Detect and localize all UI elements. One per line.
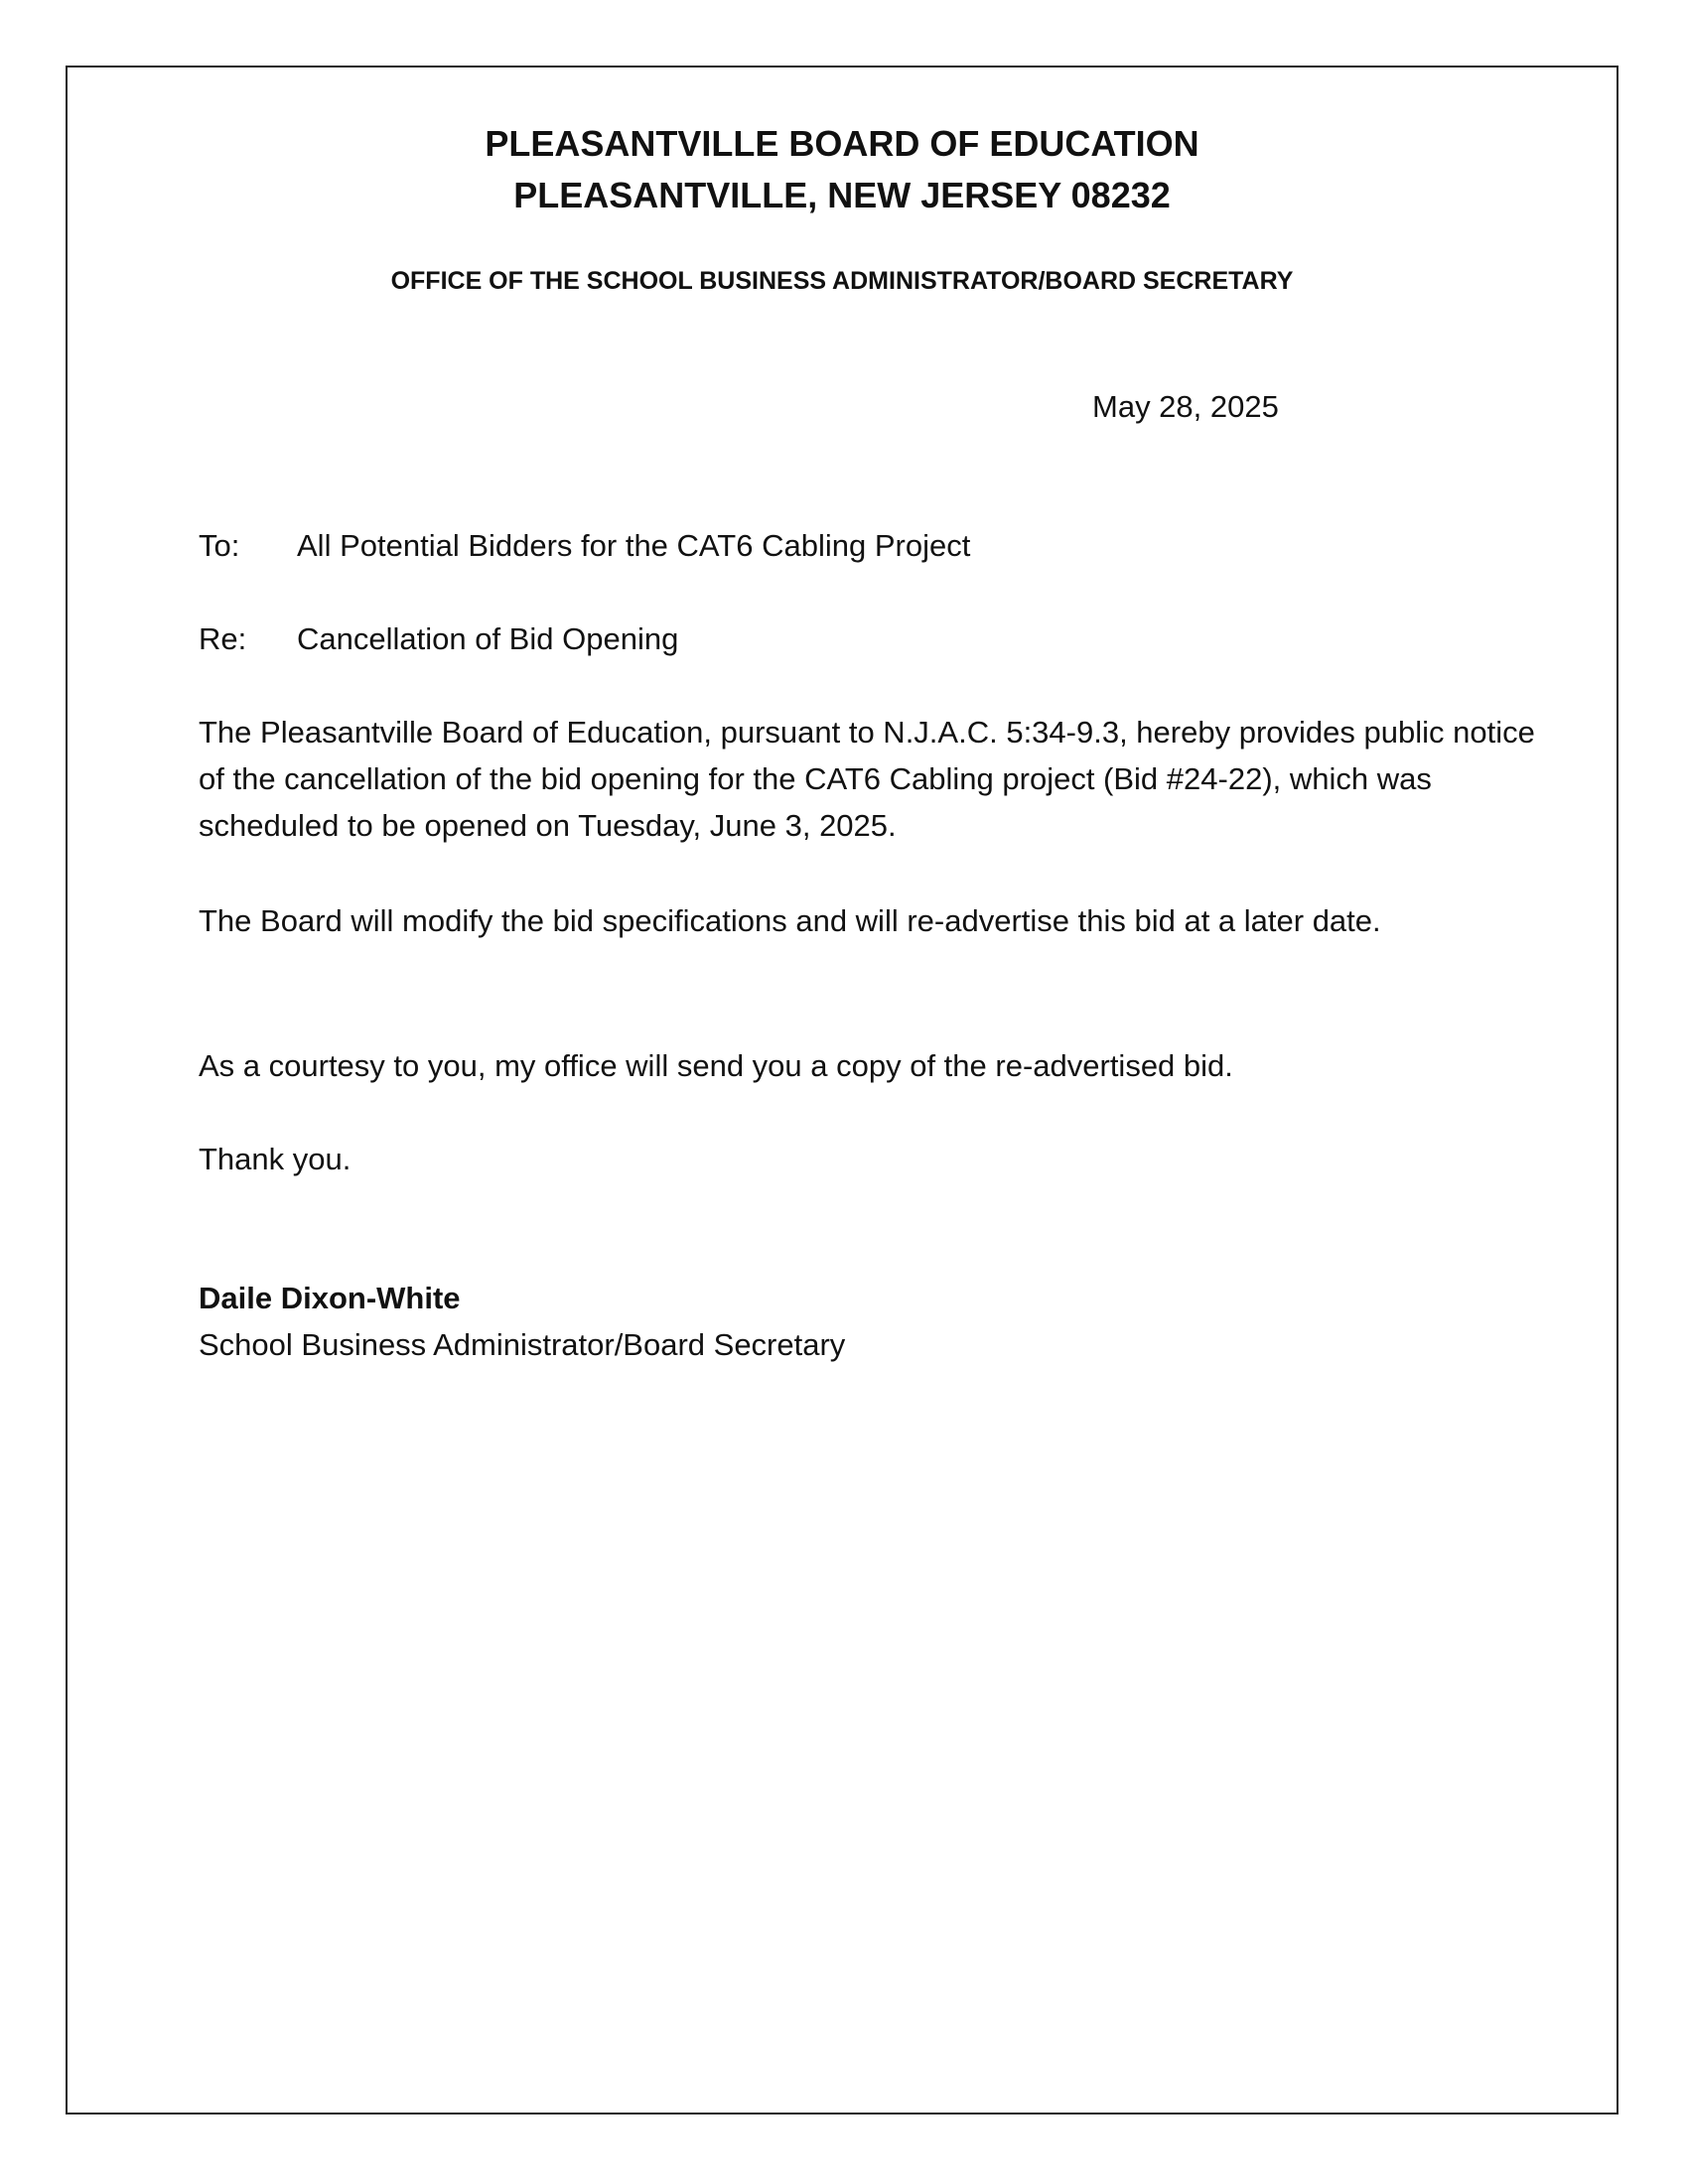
- signature-name: Daile Dixon-White: [199, 1281, 461, 1315]
- memo-re-value: Cancellation of Bid Opening: [297, 621, 679, 656]
- memo-to-value: All Potential Bidders for the CAT6 Cabling Project: [297, 528, 971, 563]
- letterhead-address: PLEASANTVILLE, NEW JERSEY 08232: [513, 175, 1171, 215]
- memo-re-label: Re:: [199, 621, 247, 656]
- memo-re-row: [199, 617, 678, 661]
- memo-to-label: To:: [199, 528, 240, 563]
- memo-to-row: [199, 524, 970, 568]
- letter-date: May 28, 2025: [1092, 389, 1279, 424]
- signature-block: [199, 1275, 845, 1368]
- letterhead-office: OFFICE OF THE SCHOOL BUSINESS ADMINISTRATOR/BOARD SECRETARY: [390, 267, 1294, 295]
- page-border: [66, 66, 1618, 2115]
- body-paragraph-notice: The Pleasantville Board of Education, pursuant to N.J.A.C. 5:34-9.3, hereby provides public notice of the cancellation of the bid opening for the CAT6 Cabling project (Bid #24-22), which was scheduled to be opened on Tuesday, June 3, 2025.: [199, 715, 1535, 843]
- signature-title: School Business Administrator/Board Secretary: [199, 1327, 846, 1362]
- body-paragraph-thanks: Thank you.: [199, 1142, 352, 1176]
- letterhead-organization: PLEASANTVILLE BOARD OF EDUCATION: [485, 123, 1199, 164]
- body-paragraph-modify: The Board will modify the bid specifications and will re-advertise this bid at a later date.: [199, 903, 1381, 938]
- body-paragraph-courtesy: As a courtesy to you, my office will send you a copy of the re-advertised bid.: [199, 1048, 1233, 1083]
